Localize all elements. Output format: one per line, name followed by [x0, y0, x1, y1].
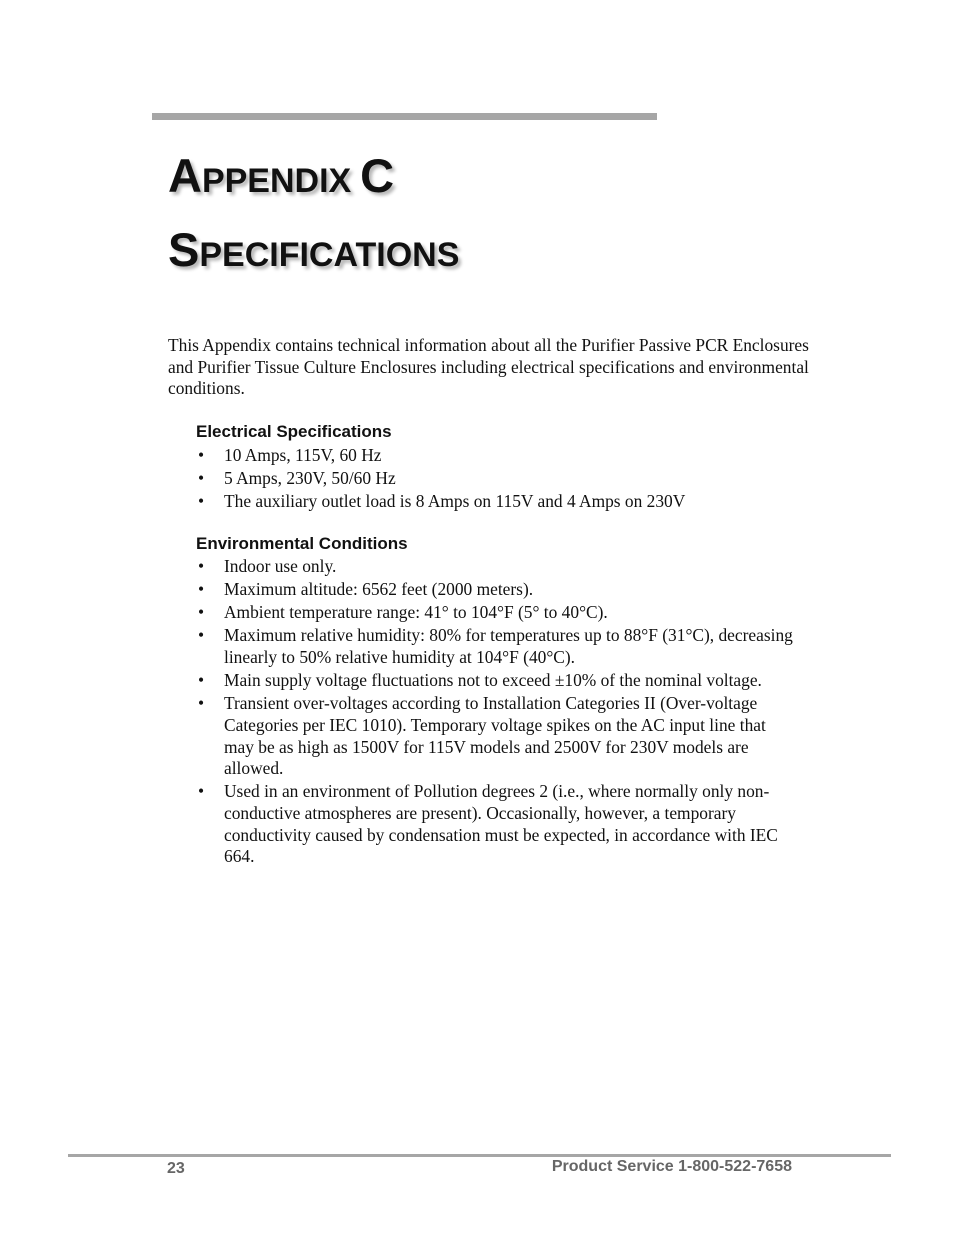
bullet-icon: • — [198, 602, 205, 623]
list-item-text: Ambient temperature range: 41° to 104°F (5° to 40°C). — [224, 602, 608, 623]
list-item — [196, 579, 796, 601]
bullet-icon: • — [198, 693, 205, 714]
list-item — [196, 693, 796, 780]
bullet-icon: • — [198, 625, 205, 646]
bullet-icon: • — [198, 468, 205, 489]
appendix-heading — [168, 148, 394, 203]
list-item-text: Transient over-voltages according to Installation Categories II (Over-voltage Categories per IEC 1010). Temporary voltage spikes on the AC input line that may be as high as 1500V for 115V models and 2500V for 230V models are allowed. — [224, 693, 766, 779]
list-item-text: Main supply voltage fluctuations not to exceed ±10% of the nominal voltage. — [224, 670, 762, 691]
list-item-text: 10 Amps, 115V, 60 Hz — [224, 445, 382, 465]
electrical-specifications-title: Electrical Specifications — [196, 422, 392, 441]
bullet-icon: • — [198, 579, 205, 600]
list-item-text: Maximum altitude: 6562 feet (2000 meters). — [224, 579, 534, 600]
list-item-text: 5 Amps, 230V, 50/60 Hz — [224, 468, 396, 489]
list-item-text: Used in an environment of Pollution degrees 2 (i.e., where normally only non-conductive atmospheres are present). Occasionally, however, a temporary conductivity caused by condensation must be expected, in accordance with IEC 664. — [224, 781, 778, 867]
list-item-text: Indoor use only. — [224, 556, 337, 576]
appendix-heading-rest: PPENDIX — [201, 162, 352, 200]
specifications-heading-initial: S — [168, 223, 200, 276]
bullet-icon: • — [198, 556, 205, 576]
list-item — [196, 445, 796, 467]
appendix-heading-initial: A — [168, 149, 202, 202]
list-item — [196, 670, 796, 692]
environmental-conditions-title: Environmental Conditions — [196, 534, 408, 553]
bullet-icon: • — [198, 491, 205, 512]
list-item-text: Maximum relative humidity: 80% for temperatures up to 88°F (31°C), decreasing linearly to 50% relative humidity at 104°F (40°C). — [224, 625, 793, 667]
list-item — [196, 781, 796, 868]
footer-product-service: Product Service 1-800-522-7658 — [551, 1158, 792, 1175]
list-item-text: The auxiliary outlet load is 8 Amps on 115V and 4 Amps on 230V — [224, 491, 686, 512]
specifications-heading — [168, 222, 459, 277]
environmental-conditions-list — [196, 556, 796, 870]
list-item — [196, 556, 796, 578]
page-number: 23 — [167, 1160, 185, 1177]
bullet-icon: • — [198, 670, 205, 691]
list-item — [196, 602, 796, 624]
bullet-icon: • — [198, 445, 205, 465]
specifications-heading-rest: PECIFICATIONS — [199, 236, 460, 274]
list-item — [196, 468, 796, 490]
list-item — [196, 625, 796, 668]
top-rule — [152, 113, 657, 120]
footer-rule — [68, 1154, 891, 1157]
electrical-specifications-list — [196, 445, 796, 514]
appendix-heading-letter: C — [360, 149, 395, 202]
bullet-icon: • — [198, 781, 205, 802]
list-item — [196, 491, 796, 513]
intro-paragraph: This Appendix contains technical information about all the Purifier Passive PCR Enclosures and Purifier Tissue Culture Enclosures including electrical specifications and environmental conditions. — [168, 335, 809, 399]
